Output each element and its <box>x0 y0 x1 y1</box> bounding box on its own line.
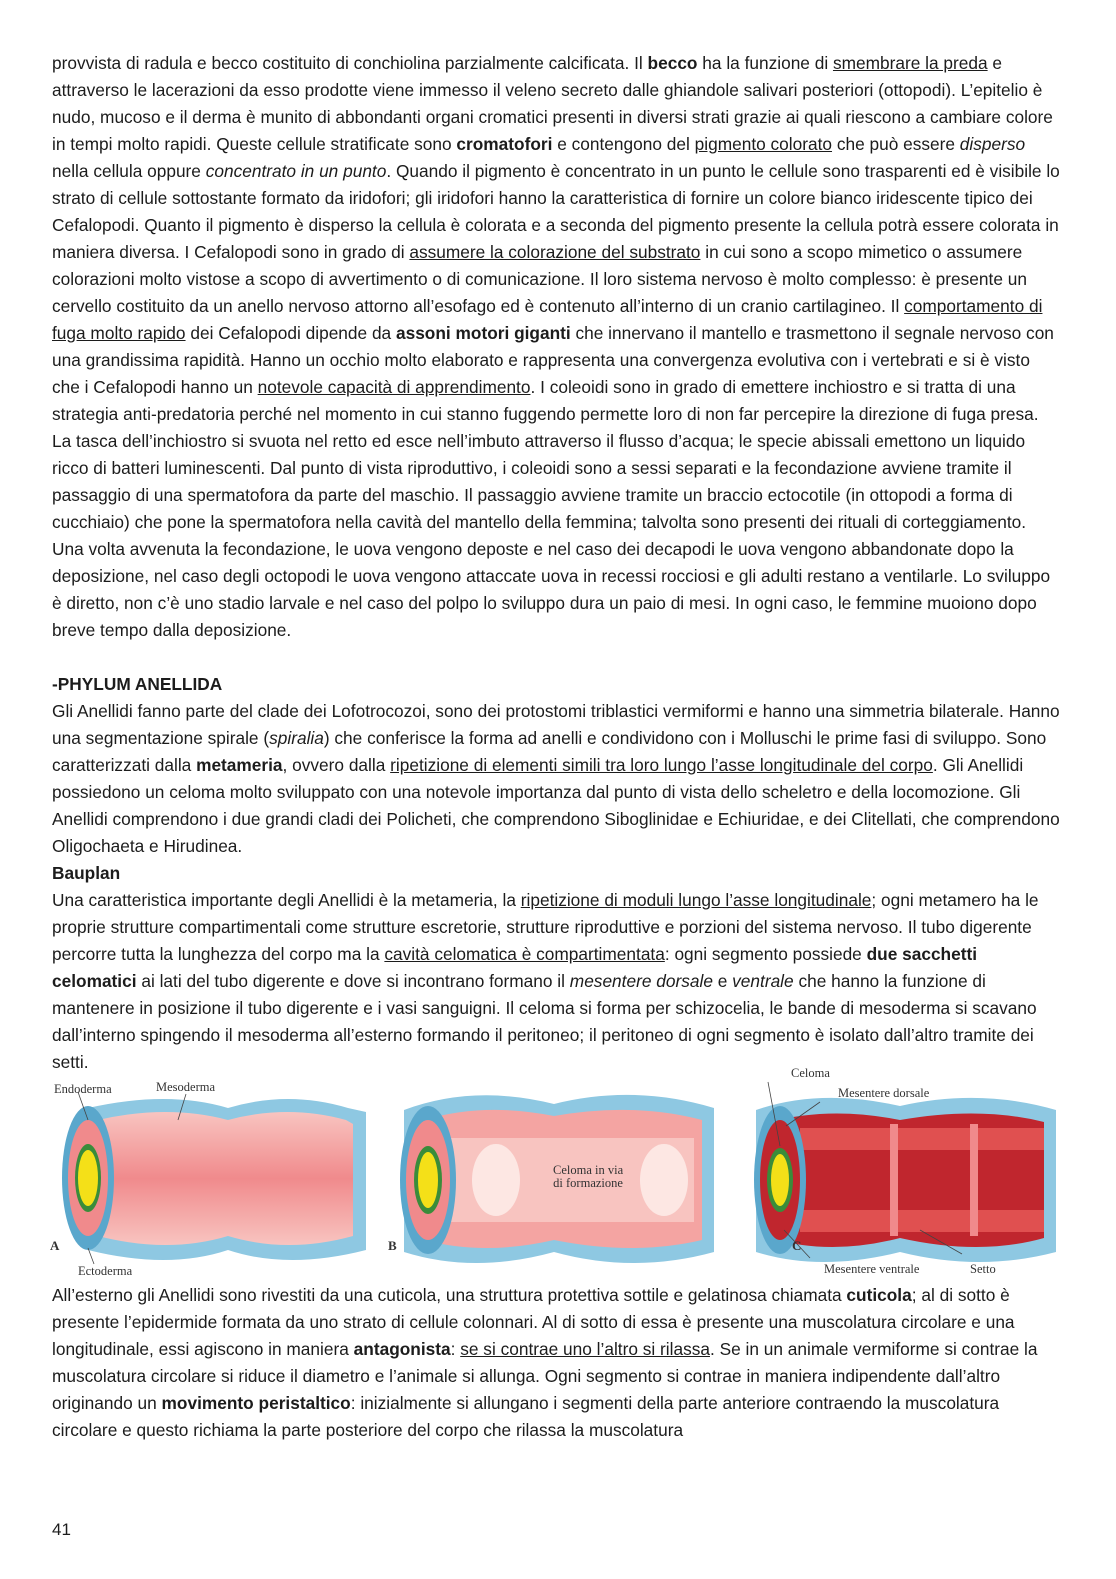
underlined-phrase: notevole capacità di apprendimento <box>257 377 531 397</box>
spacer <box>52 644 1062 671</box>
label-ectoderma: Ectoderma <box>78 1264 133 1278</box>
subheading-bauplan: Bauplan <box>52 863 121 883</box>
label-mesentere-dorsale: Mesentere dorsale <box>838 1086 930 1100</box>
panel-letter-c: C <box>792 1238 802 1253</box>
text-run: ai lati del tubo digerente e dove si incontrano formano il <box>136 971 570 991</box>
paragraph-bauplan <box>52 887 1062 1076</box>
italic-term: spiralia <box>269 728 324 748</box>
text-run: , ovvero dalla <box>282 755 391 775</box>
underlined-phrase: ripetizione di elementi simili tra loro lungo l’asse longitudinale del corpo <box>390 755 933 775</box>
text-run: Gli Anellidi fanno parte del clade dei Lofotrocozoi, sono dei protostomi triblastici vermiformi e hanno una simmetria bilaterale. Hanno una segmentazione spirale ( <box>52 701 1060 748</box>
text-run: Una caratteristica importante degli Anellidi è la metameria, la <box>52 890 521 910</box>
text-run: ) che conferisce la forma ad anelli e condividono con i Molluschi le prime fasi di sviluppo. Sono caratterizzati dalla <box>52 728 1047 775</box>
panel-letter-b: B <box>388 1238 397 1253</box>
paragraph-cephalopods <box>52 50 1062 644</box>
text-run: ; ogni metamero ha le proprie strutture compartimentali come strutture escretorie, strutture riproduttive e porzioni del sistema nervoso. Il tubo digerente percorre tutta la lunghezza del corpo ma la <box>52 890 1039 964</box>
panel-c-illustration <box>740 1080 1058 1276</box>
label-endoderma: Endoderma <box>54 1082 112 1096</box>
label-mesoderma: Mesoderma <box>156 1080 216 1094</box>
text-run: . Gli Anellidi possiedono un celoma molto sviluppato con una notevole importanza dal punto di vista dello scheletro e della locomozione. Gli Anellidi comprendono i due grandi cladi dei Policheti, che comprendono Siboglinidae e Echiuridae, e dei Clitellati, che comprendono Oligochaeta e Hirudinea. <box>52 755 1060 856</box>
label-setto: Setto <box>970 1262 996 1276</box>
bold-term: becco <box>647 53 698 73</box>
text-run: e attraverso le lacerazioni da esso prodotte viene immesso il veleno secreto dalle ghiandole salivari posteriori (ottopodi). L’epitelio è nudo, mucoso e il derma è munito di abbondanti organi cromatici presenti in diversi strati grazie ai quali riescono a cambiare colore in tempi molto rapidi. Queste cellule stratificate sono <box>52 53 1053 154</box>
underlined-phrase: smembrare la preda <box>832 53 988 73</box>
text-run: : inizialmente si allungano i segmenti della parte anteriore contraendo la muscolatura circolare e questo richiama la parte posteriore del corpo che rilassa la muscolatura <box>52 1393 1000 1440</box>
text-run: in cui sono a scopo mimetico o assumere colorazioni molto vistose a scopo di avvertimento o di comunicazione. Il loro sistema nervoso è molto complesso: è presente un cervello costituito da un anello nervoso attorno all’esofago ed è contenuto all’interno di un cranio cartilagineo. Il <box>52 242 1027 316</box>
bold-term: due sacchetti celomatici <box>52 944 978 991</box>
page-number: 41 <box>52 1520 71 1539</box>
bold-term: cuticola <box>846 1285 912 1305</box>
label-celoma-line1: Celoma in via <box>553 1163 624 1177</box>
text-run: ha la funzione di <box>697 53 833 73</box>
label-celoma-in-formazione <box>553 1164 623 1190</box>
bold-term: metameria <box>196 755 283 775</box>
coelom-formation-figure <box>48 1066 1062 1280</box>
panel-a-illustration <box>48 1080 368 1276</box>
italic-term: disperso <box>959 134 1026 154</box>
text-run: . Quando il pigmento è concentrato in un punto le cellule sono trasparenti ed è visibile lo strato di cellule sottostante formato da iridofori; gli iridofori hanno la caratteristica di fornire un colore bianco iridescente tipico dei Cefalopodi. Quanto il pigmento è disperso la cellula è colorata e a seconda del pigmento presente la cellula potrà essere colorata in maniera diversa. I Cefalopodi sono in grado di <box>52 161 1060 262</box>
underlined-phrase: comportamento di fuga molto rapido <box>52 296 1043 343</box>
label-celoma: Celoma <box>791 1066 830 1080</box>
underlined-phrase: cavità celomatica è compartimentata <box>384 944 665 964</box>
section-heading-phylum-anellida: -PHYLUM ANELLIDA <box>52 674 223 694</box>
italic-term: concentrato in un punto <box>205 161 387 181</box>
text-run: nella cellula oppure <box>52 161 206 181</box>
underlined-phrase: pigmento colorato <box>694 134 833 154</box>
text-run: dei Cefalopodi dipende da <box>185 323 396 343</box>
text-run: e contengono del <box>552 134 695 154</box>
underlined-phrase: ripetizione di moduli lungo l’asse longitudinale <box>520 890 872 910</box>
label-celoma-line2: di formazione <box>553 1176 623 1190</box>
text-run: . Se in un animale vermiforme si contrae la muscolatura circolare si riduce il diametro e l’animale si allunga. Ogni segmento si contrae in maniera indipendente dall’altro originando un <box>52 1339 1038 1413</box>
document-page <box>52 50 1062 1444</box>
text-run: : <box>450 1339 461 1359</box>
bold-term: movimento peristaltico <box>161 1393 351 1413</box>
label-mesentere-ventrale: Mesentere ventrale <box>824 1262 920 1276</box>
text-run: provvista di radula e becco costituito di conchiolina parzialmente calcificata. Il <box>52 53 648 73</box>
text-run: . I coleoidi sono in grado di emettere inchiostro e si tratta di una strategia anti-predatoria perché nel momento in cui stanno fuggendo permette loro di non far percepire la direzione di fuga presa. La tasca dell’inchiostro si svuota nel retto ed esce nell’imbuto attraverso il flusso d’acqua; le specie abissali emettono un liquido ricco di batteri luminescenti. Dal punto di vista riproduttivo, i coleoidi sono a sessi separati e la fecondazione avviene tramite il passaggio di una spermatofora da parte del maschio. Il passaggio avviene tramite un braccio ectocotile (in ottopodi a forma di cucchiaio) che pone la spermatofora nella cavità del mantello della femmina; talvolta sono presenti dei rituali di corteggiamento. Una volta avvenuta la fecondazione, le uova vengono deposte e nel caso dei decapodi le uova vengono abbandonate dopo la deposizione, nel caso degli octopodi le uova vengono attaccate uova in recessi rocciosi e gli adulti restano a ventilarle. Lo sviluppo è diretto, non c’è uno stadio larvale e nel caso del polpo lo sviluppo dura un paio di mesi. In ogni caso, le femmine muoiono dopo breve tempo dalla deposizione. <box>52 377 1051 640</box>
text-run: che innervano il mantello e trasmettono il segnale nervoso con una grandissima rapidità. Hanno un occhio molto elaborato e rappresenta una convergenza evolutiva con i vertebrati e si è visto che i Cefalopodi hanno un <box>52 323 1054 397</box>
paragraph-cuticola <box>52 1282 1062 1444</box>
text-run: ; al di sotto è presente l’epidermide formata da uno strato di cellule colonnari. Al di sotto di essa è presente una muscolatura circolare e una longitudinale, essi agiscono in maniera <box>52 1285 1015 1359</box>
underlined-phrase: se si contrae uno l’altro si rilassa <box>460 1339 710 1359</box>
text-run: e <box>712 971 733 991</box>
panel-letter-a: A <box>50 1238 60 1253</box>
paragraph-anellida-intro <box>52 698 1062 860</box>
italic-term: ventrale <box>732 971 794 991</box>
underlined-phrase: assumere la colorazione del substrato <box>409 242 701 262</box>
bold-term: cromatofori <box>456 134 553 154</box>
panel-b-illustration <box>384 1080 720 1276</box>
bold-term: antagonista <box>353 1339 451 1359</box>
bold-term: assoni motori giganti <box>395 323 571 343</box>
text-run: : ogni segmento possiede <box>664 944 867 964</box>
text-run: che hanno la funzione di mantenere in posizione il tubo digerente e i vasi sanguigni. Il celoma si forma per schizocelia, le bande di mesoderma si scavano dall’interno spingendo il mesoderma all’esterno formando il peritoneo; il peritoneo di ogni segmento è isolato dall’altro tramite dei setti. <box>52 971 1037 1072</box>
text-run: che può essere <box>832 134 960 154</box>
italic-term: mesentere dorsale <box>569 971 713 991</box>
text-run: All’esterno gli Anellidi sono rivestiti da una cuticola, una struttura protettiva sottile e gelatinosa chiamata <box>52 1285 847 1305</box>
